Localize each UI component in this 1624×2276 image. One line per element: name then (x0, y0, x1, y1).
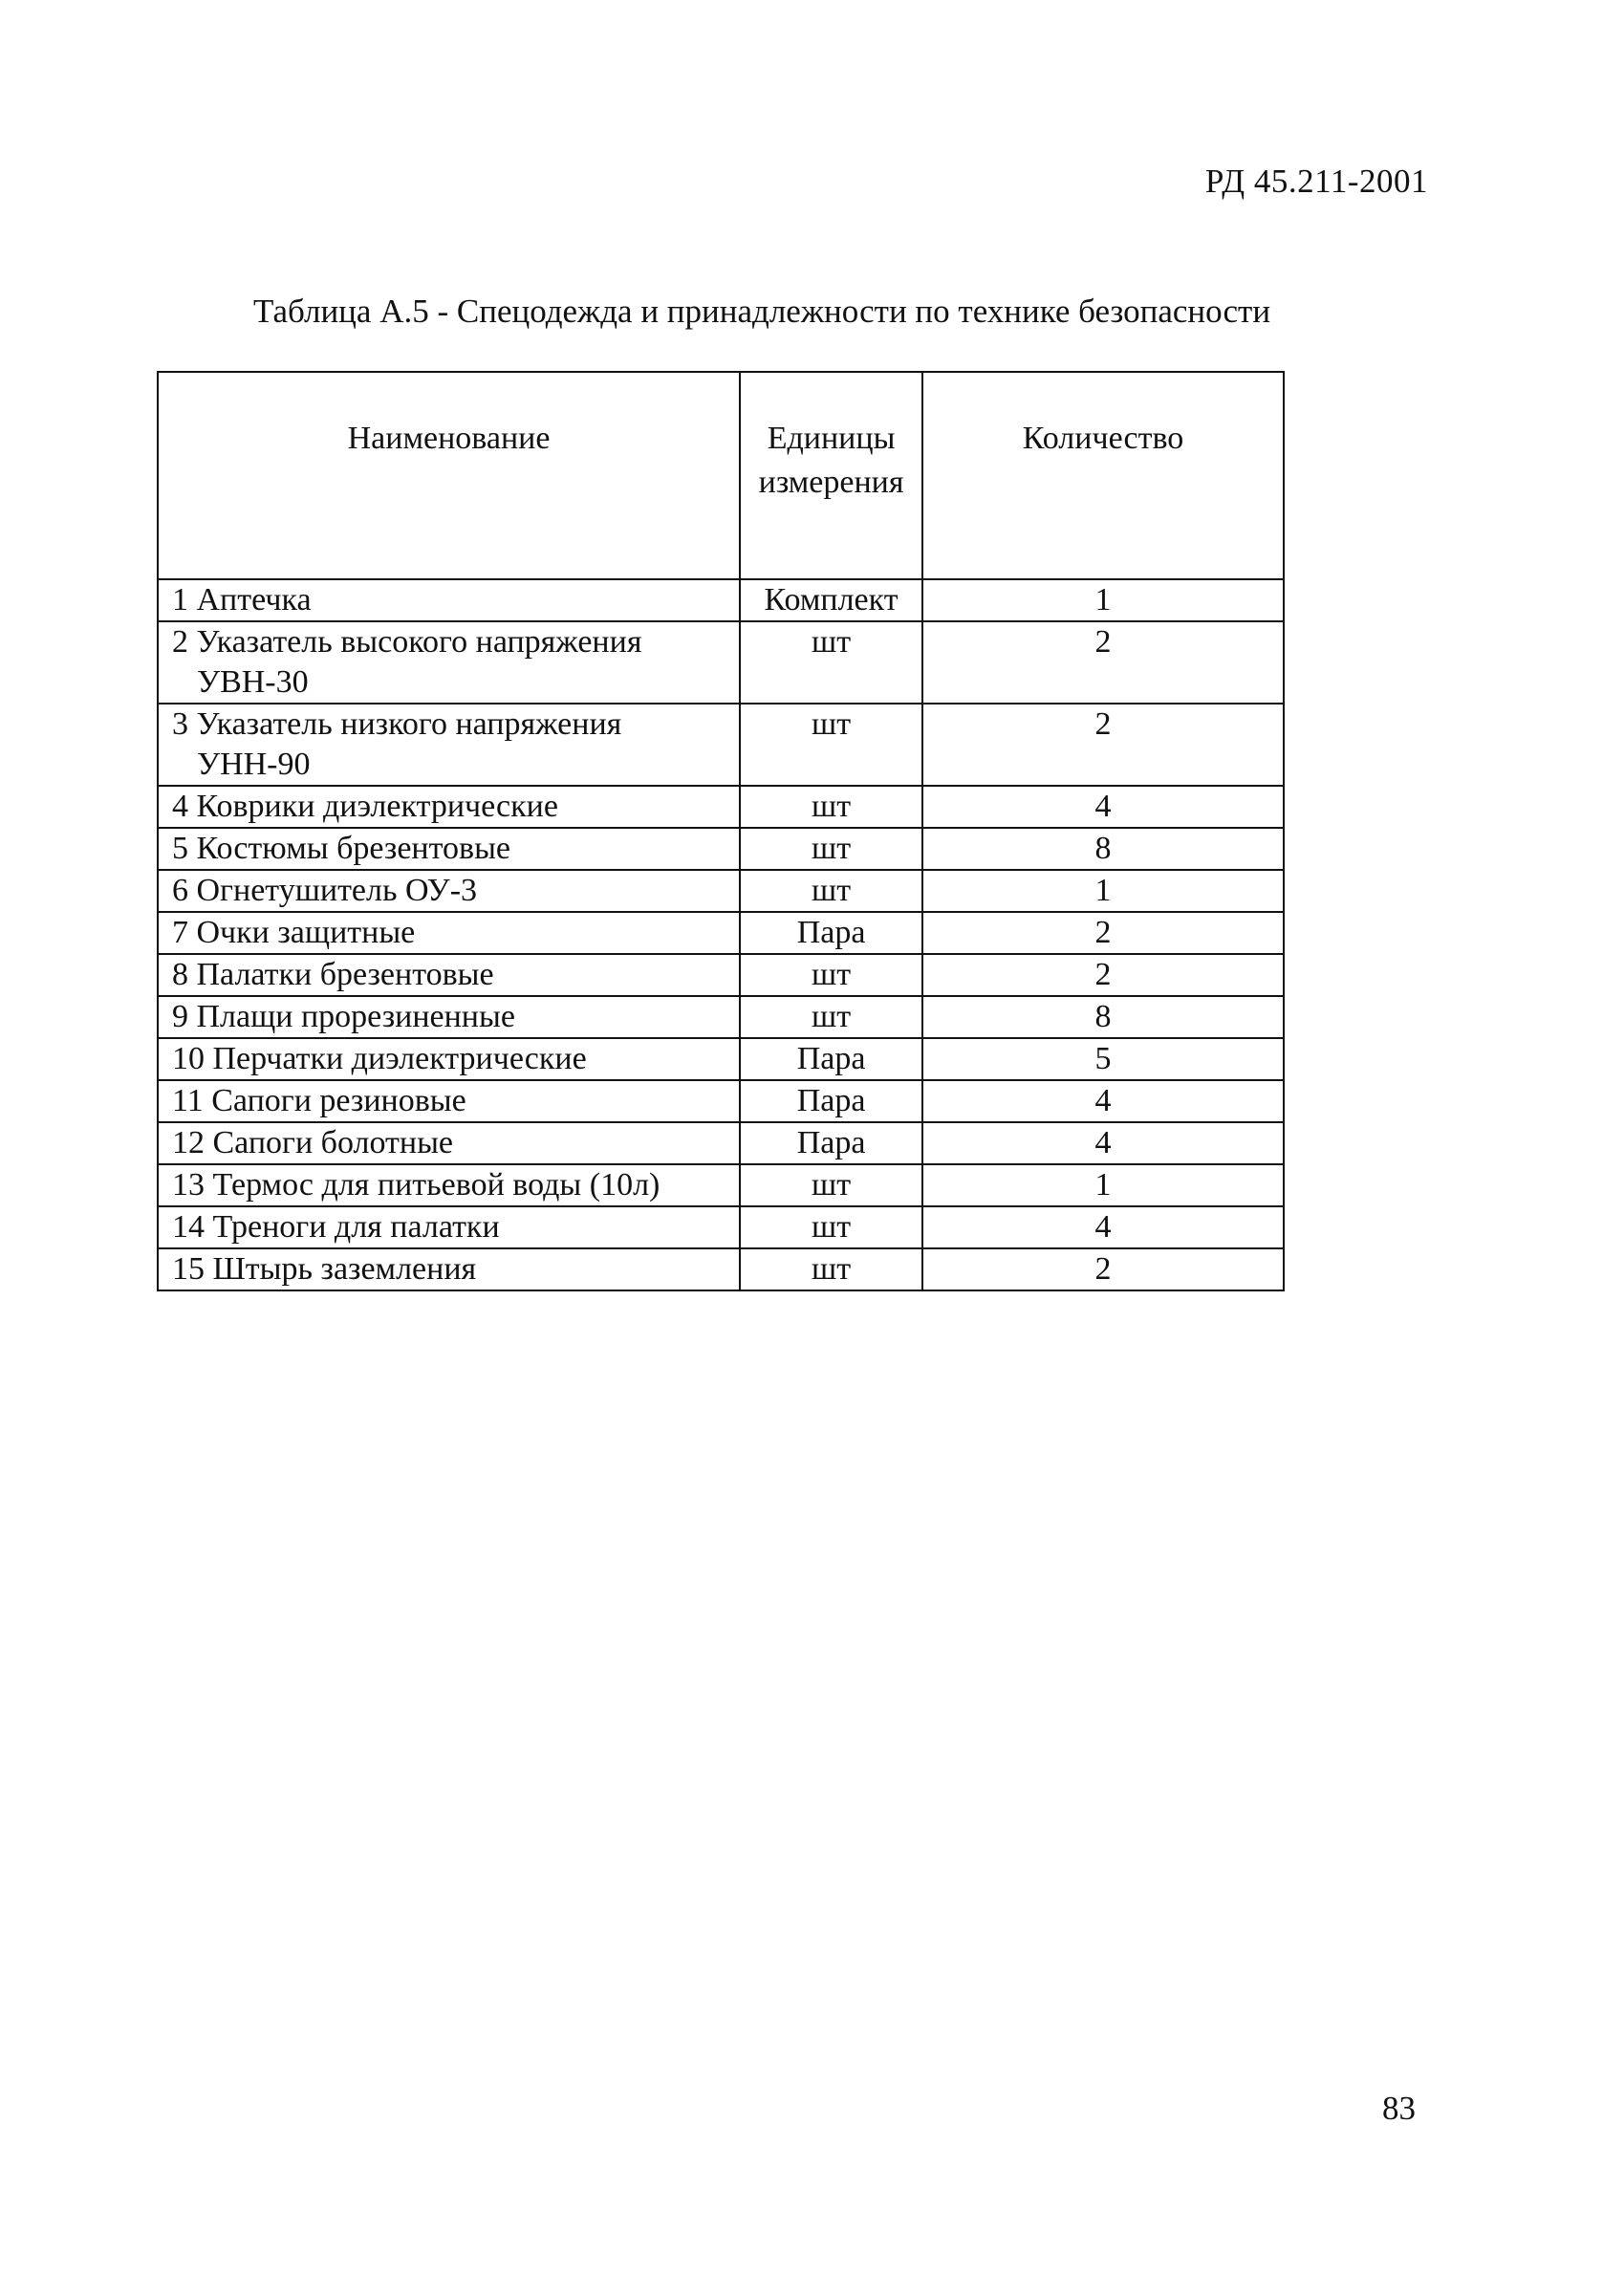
cell-name (158, 1206, 740, 1248)
column-header-quantity: Количество (922, 372, 1284, 579)
cell-unit: шт (740, 1248, 922, 1290)
cell-name (158, 828, 740, 870)
cell-unit: Пара (740, 1080, 922, 1122)
cell-name-line (172, 1165, 739, 1205)
cell-unit: шт (740, 1164, 922, 1206)
table-row (158, 1164, 1284, 1206)
cell-name-line (172, 1081, 739, 1121)
cell-quantity: 4 (922, 786, 1284, 828)
cell-name-line (172, 787, 739, 827)
item-name: Сапоги резиновые (211, 1083, 466, 1118)
row-number: 5 (172, 831, 188, 866)
cell-name (158, 1038, 740, 1080)
cell-name-line (172, 1123, 739, 1163)
cell-quantity: 2 (922, 704, 1284, 786)
row-number: 13 (172, 1167, 205, 1203)
cell-quantity: 2 (922, 912, 1284, 954)
column-header-name: Наименование (158, 372, 740, 579)
cell-unit: шт (740, 621, 922, 704)
cell-name (158, 912, 740, 954)
row-number: 15 (172, 1251, 205, 1287)
cell-quantity: 2 (922, 621, 1284, 704)
cell-name-line (172, 1207, 739, 1247)
cell-quantity: 8 (922, 828, 1284, 870)
cell-quantity: 4 (922, 1122, 1284, 1164)
item-name-continuation: УВН-30 (197, 664, 309, 700)
table-body (158, 579, 1284, 1290)
cell-unit: шт (740, 996, 922, 1038)
row-number: 2 (172, 624, 188, 660)
cell-unit: шт (740, 954, 922, 996)
row-number: 3 (172, 706, 188, 742)
item-name: Треноги для палатки (212, 1209, 500, 1245)
table-caption: Таблица А.5 - Спецодежда и принадлежности по технике безопасности (253, 293, 1271, 330)
cell-quantity: 2 (922, 1248, 1284, 1290)
item-name: Указатель высокого напряжения (196, 624, 642, 660)
cell-unit: шт (740, 870, 922, 912)
column-header-unit (740, 372, 922, 579)
cell-name (158, 704, 740, 786)
cell-unit: шт (740, 1206, 922, 1248)
row-number: 9 (172, 999, 188, 1034)
row-number: 12 (172, 1125, 205, 1160)
cell-quantity: 4 (922, 1080, 1284, 1122)
document-code: РД 45.211-2001 (1204, 163, 1428, 200)
cell-name (158, 996, 740, 1038)
cell-name-line (172, 1039, 739, 1079)
cell-name (158, 786, 740, 828)
item-name: Огнетушитель ОУ-3 (196, 873, 478, 908)
cell-quantity: 5 (922, 1038, 1284, 1080)
table-row (158, 704, 1284, 786)
table-row (158, 579, 1284, 621)
cell-name (158, 870, 740, 912)
cell-name-line (172, 955, 739, 995)
table-row (158, 996, 1284, 1038)
item-name-continuation: УНН-90 (197, 747, 311, 782)
table-row (158, 870, 1284, 912)
cell-name (158, 1080, 740, 1122)
cell-name (158, 621, 740, 704)
cell-name-line (172, 1249, 739, 1290)
cell-unit: Комплект (740, 579, 922, 621)
table-row (158, 1080, 1284, 1122)
cell-name (158, 1248, 740, 1290)
column-header-unit-line2: измерения (758, 465, 904, 500)
table-row (158, 1038, 1284, 1080)
item-name: Коврики диэлектрические (196, 789, 558, 824)
item-name: Сапоги болотные (212, 1125, 454, 1160)
cell-unit: Пара (740, 1038, 922, 1080)
table-row (158, 786, 1284, 828)
cell-name-line (172, 829, 739, 869)
cell-name (158, 1122, 740, 1164)
cell-unit: шт (740, 828, 922, 870)
cell-quantity: 2 (922, 954, 1284, 996)
column-header-unit-line1: Единицы (767, 421, 896, 456)
cell-name (158, 579, 740, 621)
item-name: Очки защитные (196, 915, 416, 950)
row-number: 6 (172, 873, 188, 908)
cell-quantity: 4 (922, 1206, 1284, 1248)
item-name: Термос для питьевой воды (10л) (212, 1167, 660, 1203)
item-name: Указатель низкого напряжения (196, 706, 622, 742)
equipment-table (157, 371, 1285, 1291)
row-number: 10 (172, 1041, 205, 1076)
cell-quantity: 8 (922, 996, 1284, 1038)
cell-name-line (172, 871, 739, 911)
table-row (158, 954, 1284, 996)
cell-name-line (172, 622, 739, 662)
table-row (158, 912, 1284, 954)
cell-name-line (172, 704, 739, 745)
cell-name (158, 1164, 740, 1206)
table-row (158, 621, 1284, 704)
cell-unit: Пара (740, 1122, 922, 1164)
table-row (158, 1206, 1284, 1248)
row-number: 4 (172, 789, 188, 824)
page-number: 83 (1382, 2090, 1416, 2127)
item-name: Штырь заземления (212, 1251, 477, 1287)
row-number: 1 (172, 582, 188, 618)
row-number: 11 (172, 1083, 204, 1118)
table-row (158, 1248, 1284, 1290)
cell-name-line (172, 580, 739, 620)
item-name: Плащи прорезиненные (196, 999, 515, 1034)
table-header-row (158, 372, 1284, 579)
item-name: Палатки брезентовые (196, 957, 494, 992)
cell-quantity: 1 (922, 870, 1284, 912)
cell-quantity: 1 (922, 1164, 1284, 1206)
cell-unit: Пара (740, 912, 922, 954)
cell-name (158, 954, 740, 996)
item-name: Костюмы брезентовые (196, 831, 511, 866)
cell-unit: шт (740, 704, 922, 786)
cell-quantity: 1 (922, 579, 1284, 621)
cell-unit: шт (740, 786, 922, 828)
table-row (158, 828, 1284, 870)
table-row (158, 1122, 1284, 1164)
row-number: 8 (172, 957, 188, 992)
item-name: Перчатки диэлектрические (212, 1041, 587, 1076)
row-number: 7 (172, 915, 188, 950)
cell-name-line (172, 997, 739, 1037)
item-name: Аптечка (196, 582, 312, 618)
row-number: 14 (172, 1209, 205, 1245)
cell-name-line (172, 913, 739, 953)
